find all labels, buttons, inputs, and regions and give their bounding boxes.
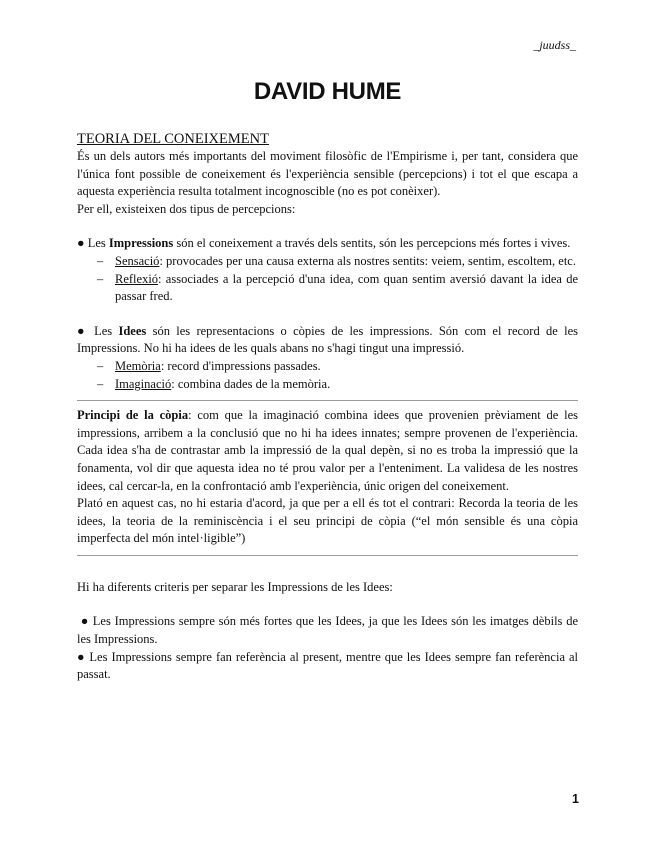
horizontal-divider xyxy=(77,400,578,401)
author-tag: _juudss_ xyxy=(533,38,576,52)
section-heading: TEORIA DEL CONEIXEMENT xyxy=(77,131,269,147)
impressions-paragraph xyxy=(77,235,578,253)
ideas-prefix: Les xyxy=(94,323,113,338)
list-item xyxy=(115,376,578,394)
ideas-term: Idees xyxy=(118,323,147,338)
impressions-term: Impressions xyxy=(108,236,174,251)
copy-principle-paragraph xyxy=(77,407,578,495)
list-item-term: Sensació xyxy=(115,253,160,268)
list-item-term: Memòria xyxy=(115,358,161,373)
criteria-item-text: Les Impressions sempre són més fortes que les Idees, ja que les Idees són les imatges dèbils de les Impressions. xyxy=(77,614,578,647)
ideas-text: són les representacions o còpies de les impressions. Són com el record de les Impressions. No hi ha idees de les quals abans no s'hagi tingut una impressió. xyxy=(77,323,579,356)
criteria-intro: Hi ha diferents criteris per separar les Impressions de les Idees: xyxy=(77,579,393,594)
page-title: DAVID HUME xyxy=(253,78,402,105)
list-item-term: Reflexió xyxy=(115,271,159,286)
list-item-text: : combina dades de la memòria. xyxy=(171,376,331,391)
copy-principle-term: Principi de la còpia xyxy=(77,408,189,423)
bullet-icon: ● xyxy=(77,236,85,251)
list-item-term: Imaginació xyxy=(115,376,172,391)
criteria-item-text: Les Impressions sempre fan referència al present, mentre que les Idees sempre fan referència al passat. xyxy=(77,649,578,682)
impressions-text: són el coneixement a través dels sentits, són les percepcions més fortes i vives. xyxy=(176,236,571,251)
bullet-icon: ● xyxy=(80,614,89,629)
list-item xyxy=(115,253,578,271)
impressions-list xyxy=(77,253,578,306)
intro-paragraph-2: Per ell, existeixen dos tipus de percepcions: xyxy=(77,201,296,216)
document-body xyxy=(77,130,578,684)
list-item-text: : record d'impressions passades. xyxy=(160,358,321,373)
plato-paragraph: Plató en aquest cas, no hi estaria d'acord, ja que per a ell és tot el contrari: Recorda la teoria de les idees, la teoria de la reminiscència i el seu principi de còpia (“el món sensible és una còpia imperfecta del món intel·ligible”) xyxy=(77,496,578,546)
copy-principle-text: : com que la imaginació combina idees que provenien prèviament de les impressions, arribem a la conclusió que no hi ha idees innates; sempre provenen de l'experiència. Cada idea s'ha de contrastar amb la impressió de la qual depèn, si no es troba la impressió que la fonamenta, vol dir que aquesta idea no té prou valor per a l'enteniment. La validesa de les nostres idees, cal cercar-la, en la confrontació amb l'experiència, únic origen del coneixement. xyxy=(77,408,579,493)
criteria-item xyxy=(77,649,578,684)
bullet-icon: ● xyxy=(77,323,88,338)
list-item xyxy=(115,358,578,376)
bullet-icon: ● xyxy=(77,649,86,664)
ideas-paragraph xyxy=(77,323,578,358)
criteria-item xyxy=(77,613,578,648)
horizontal-divider xyxy=(77,555,578,556)
list-item-text: : associades a la percepció d'una idea, com quan sentim aversió davant la idea de passar fred. xyxy=(115,271,578,304)
impressions-prefix: Les xyxy=(87,236,106,251)
ideas-list xyxy=(77,358,578,393)
intro-paragraph: És un dels autors més importants del moviment filosòfic de l'Empirisme i, per tant, considera que l'única font possible de coneixement és l'experiència sensible (percepcions) i tot el que escapa a aquesta experiència resulta totalment incognoscible (no es pot conèixer). xyxy=(77,149,578,199)
page-number: 1 xyxy=(572,792,579,806)
list-item-text: : provocades per una causa externa als nostres sentits: veiem, sentim, escoltem, etc. xyxy=(159,253,576,268)
list-item xyxy=(115,271,578,306)
